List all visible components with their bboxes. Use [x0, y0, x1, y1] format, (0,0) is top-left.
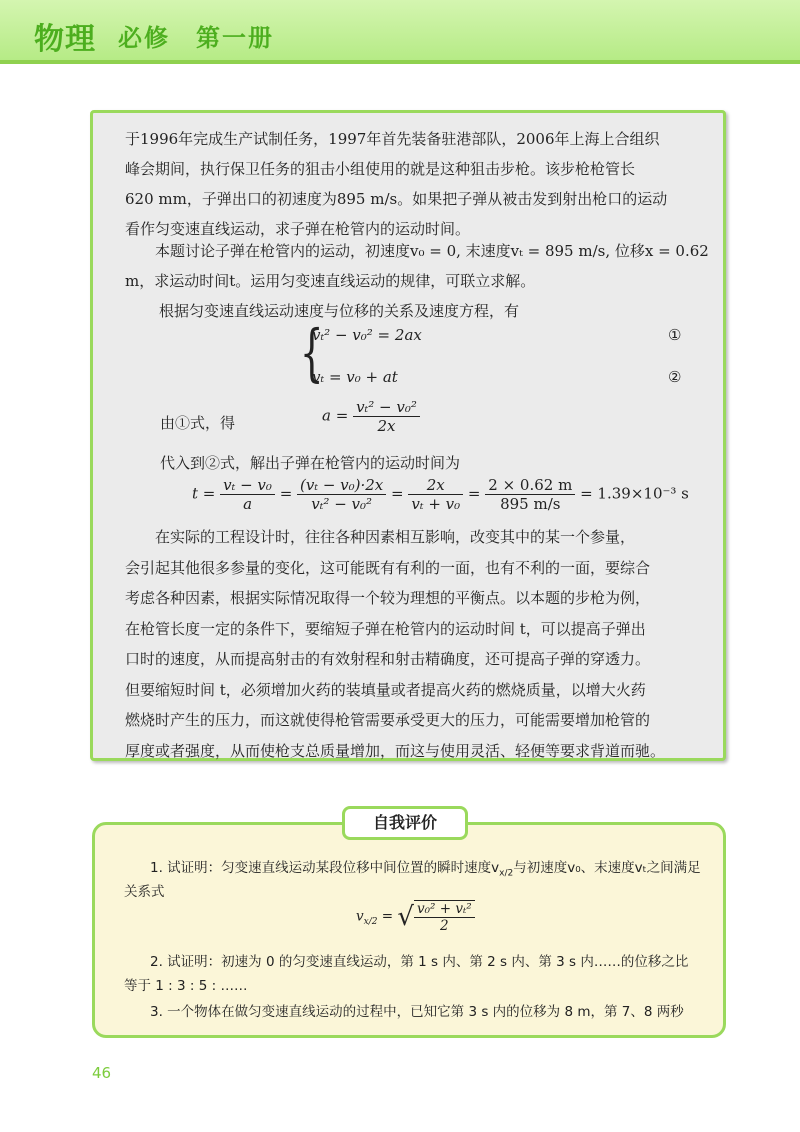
- t-fraction-1-den: a: [243, 495, 253, 513]
- question-3: 3. 一个物体在做匀变速直线运动的过程中，已知它第 3 s 内的位移为 8 m，第 7、8 两秒: [150, 1004, 684, 1020]
- text-line: 于1996年完成生产试制任务，1997年首先装备驻港部队，2006年上海上合组织: [125, 130, 660, 148]
- equation-1: vₜ² − v₀² = 2ax: [312, 326, 422, 344]
- t-fraction-2: [297, 476, 386, 513]
- text-line: 口时的速度，从而提高射击的有效射程和射击精确度，还可提高子弹的穿透力。: [125, 650, 651, 668]
- equation-brace: {: [299, 316, 324, 389]
- a-formula: [322, 398, 420, 435]
- equation-2: vₜ = v₀ + at: [312, 368, 398, 386]
- analysis-text: [125, 236, 709, 326]
- text-line: 会引起其他很多参量的变化，这可能既有有利的一面，也有不利的一面，要综合: [125, 558, 651, 577]
- page-header: [0, 0, 800, 64]
- question-2: 2. 试证明：初速为 0 的匀变速直线运动，第 1 s 内、第 2 s 内、第 3 s 内……的位移之比: [150, 954, 689, 970]
- text-line: 但要缩短时间 t，必须增加火药的装填量或者提高火药的燃烧质量，以增大火药: [125, 680, 646, 699]
- text-line: 考虑各种因素，根据实际情况取得一个较为理想的平衡点。以本题的步枪为例，: [125, 589, 651, 607]
- a-denominator: 2x: [377, 417, 396, 435]
- text-line: 在实际的工程设计时，往往各种因素相互影响，改变其中的某一个参量，: [125, 528, 636, 546]
- equation-2-mark: ②: [668, 368, 682, 386]
- problem-text: [125, 124, 667, 244]
- t-result: = 1.39×10⁻³ s: [580, 484, 689, 503]
- question-1-text-b: 与初速度v₀、末速度vₜ之间满足: [513, 860, 701, 876]
- t-fraction-4: [485, 476, 575, 513]
- formula-radicand-num: v₀² + vₜ²: [414, 901, 475, 918]
- equation-1-mark: ①: [668, 326, 682, 344]
- text-line: 厚度或者强度，从而使枪支总质量增加，而这与使用灵活、轻便等要求背道而驰。: [125, 741, 666, 760]
- question-2-continued: 等于 1 : 3 : 5 : ……: [124, 978, 248, 994]
- a-lhs: a =: [322, 406, 349, 425]
- t-fraction-1: [220, 476, 275, 513]
- self-evaluation-title: 自我评价: [342, 806, 468, 840]
- t-fraction-1-num: vₜ − v₀: [220, 476, 275, 495]
- book-title: 物理: [34, 22, 96, 57]
- book-subtitle: 必修 第一册: [118, 24, 274, 52]
- t-fraction-4-den: 895 m/s: [500, 495, 561, 513]
- discussion-text: [125, 522, 665, 766]
- t-fraction-3: [408, 476, 463, 513]
- text-line: 看作匀变速直线运动，求子弹在枪管内的运动时间。: [125, 220, 471, 238]
- text-line: 峰会期间，执行保卫任务的狙击小组使用的就是这种狙击步枪。该步枪枪管长: [125, 160, 636, 178]
- formula-radicand: [414, 900, 475, 934]
- question-1-continued: 关系式: [124, 884, 165, 900]
- text-line: 根据匀变速直线运动速度与位移的关系及速度方程，有: [159, 302, 520, 320]
- question-1-formula: $v_{x/2}$ = √ $\frac{\text{v₀² + vₜ²}}{2}$: [356, 900, 475, 934]
- t-fraction-2-num: (vₜ − v₀)·2x: [297, 476, 386, 495]
- formula-radicand-den: 2: [440, 918, 449, 934]
- a-fraction: [353, 398, 420, 435]
- question-1-text: 1. 试证明：匀变速直线运动某段位移中间位置的瞬时速度v: [150, 860, 500, 876]
- formula-lhs-sub: x/2: [363, 917, 378, 928]
- page-number: 46: [92, 1064, 112, 1082]
- text-line: m，求运动时间t。运用匀变速直线运动的规律，可联立求解。: [125, 272, 536, 290]
- t-lhs: t =: [192, 484, 216, 503]
- t-fraction-4-num: 2 × 0.62 m: [485, 476, 575, 495]
- text-line: 在枪管长度一定的条件下，要缩短子弹在枪管内的运动时间 t，可以提高子弹出: [125, 619, 646, 638]
- formula-lhs: v: [356, 908, 364, 925]
- t-fraction-3-den: vₜ + v₀: [411, 495, 461, 513]
- question-1: [150, 856, 701, 879]
- from-eq1-text: 由①式，得: [160, 414, 236, 432]
- a-numerator: vₜ² − v₀²: [353, 398, 420, 417]
- text-line: 620 mm，子弹出口的初速度为895 m/s。如果把子弹从被击发到射出枪口的运动: [125, 190, 668, 208]
- substitute-text: 代入到②式，解出子弹在枪管内的运动时间为: [160, 454, 461, 472]
- t-formula: t = $\frac{\text{vₜ − v₀}}{a}$ = $\frac{\text{(vₜ − v₀)·2x}}{\text{vₜ² − v₀²}}$ = $\frac{2x}{\text{vₜ + v₀}}$ = $\frac{2 \times 0.62 m}{895 m/s}$ = 1.39×10⁻³ s: [192, 476, 689, 513]
- text-line: 本题讨论子弹在枪管内的运动，初速度v₀ = 0, 末速度vₜ = 895 m/s, 位移x = 0.62: [125, 242, 709, 260]
- t-fraction-2-den: vₜ² − v₀²: [311, 495, 373, 513]
- question-1-sub: x/2: [499, 868, 514, 879]
- text-line: 燃烧时产生的压力，而这就使得枪管需要承受更大的压力，可能需要增加枪管的: [125, 711, 651, 729]
- t-fraction-3-num: 2x: [408, 476, 463, 495]
